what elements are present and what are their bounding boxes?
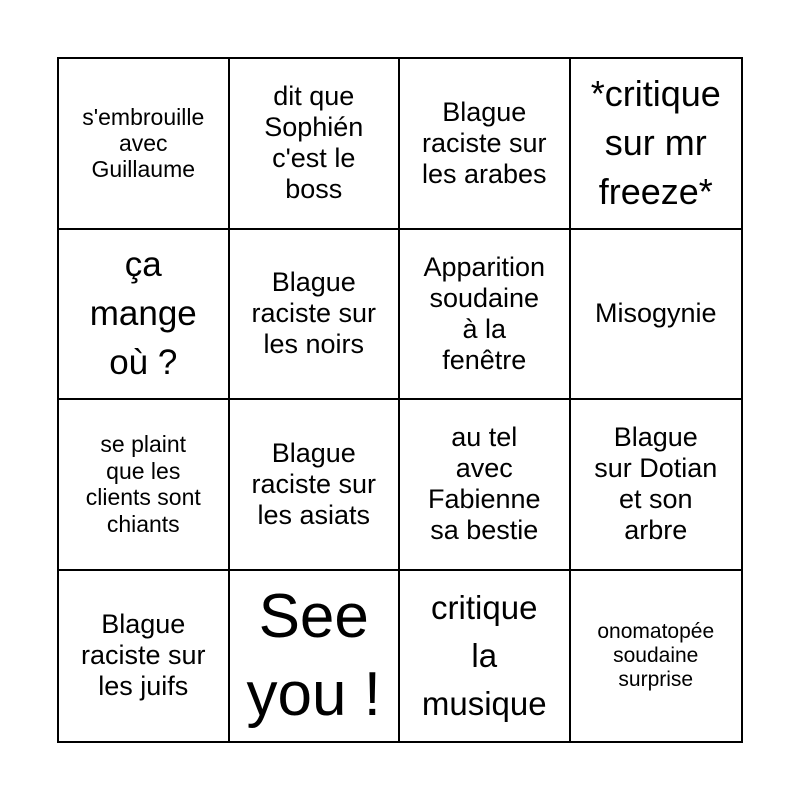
cell-text: Misogynie bbox=[594, 298, 717, 329]
bingo-cell-r1c4[interactable] bbox=[571, 59, 742, 230]
cell-text: critique la musique bbox=[421, 588, 547, 722]
bingo-cell-r2c3[interactable] bbox=[400, 230, 571, 401]
cell-text: onomatopée soudaine surprise bbox=[597, 619, 715, 691]
cell-text: dit que Sophién c'est le boss bbox=[264, 81, 364, 205]
bingo-cell-r1c2[interactable] bbox=[230, 59, 401, 230]
bingo-cell-r4c4[interactable] bbox=[571, 571, 742, 742]
cell-text: Blague raciste sur les arabes bbox=[421, 96, 547, 189]
bingo-cell-r2c4[interactable] bbox=[571, 230, 742, 401]
bingo-cell-r4c1[interactable] bbox=[59, 571, 230, 742]
cell-text: s'embrouille avec Guillaume bbox=[82, 103, 205, 183]
cell-text: Blague raciste sur les noirs bbox=[251, 267, 377, 360]
cell-text: Apparition soudaine à la fenêtre bbox=[423, 251, 546, 375]
bingo-cell-r2c1[interactable] bbox=[59, 230, 230, 401]
bingo-cell-r2c2[interactable] bbox=[230, 230, 401, 401]
bingo-cell-r1c3[interactable] bbox=[400, 59, 571, 230]
bingo-cell-r3c4[interactable] bbox=[571, 400, 742, 571]
bingo-cell-r4c3[interactable] bbox=[400, 571, 571, 742]
bingo-cell-r3c1[interactable] bbox=[59, 400, 230, 571]
cell-text: ça mange où ? bbox=[89, 245, 197, 383]
cell-text: Blague sur Dotian et son arbre bbox=[594, 422, 718, 546]
cell-text: au tel avec Fabienne sa bestie bbox=[427, 422, 541, 546]
bingo-cell-r3c2[interactable] bbox=[230, 400, 401, 571]
cell-text: Blague raciste sur les asiats bbox=[251, 437, 377, 530]
bingo-cell-r1c1[interactable] bbox=[59, 59, 230, 230]
bingo-cell-r3c3[interactable] bbox=[400, 400, 571, 571]
bingo-board bbox=[57, 57, 743, 743]
bingo-cell-r4c2[interactable] bbox=[230, 571, 401, 742]
cell-text: Blague raciste sur les juifs bbox=[80, 609, 206, 702]
cell-text: se plaint que les clients sont chiants bbox=[85, 431, 201, 537]
cell-text: See you ! bbox=[246, 582, 381, 729]
cell-text: *critique sur mr freeze* bbox=[590, 73, 721, 212]
